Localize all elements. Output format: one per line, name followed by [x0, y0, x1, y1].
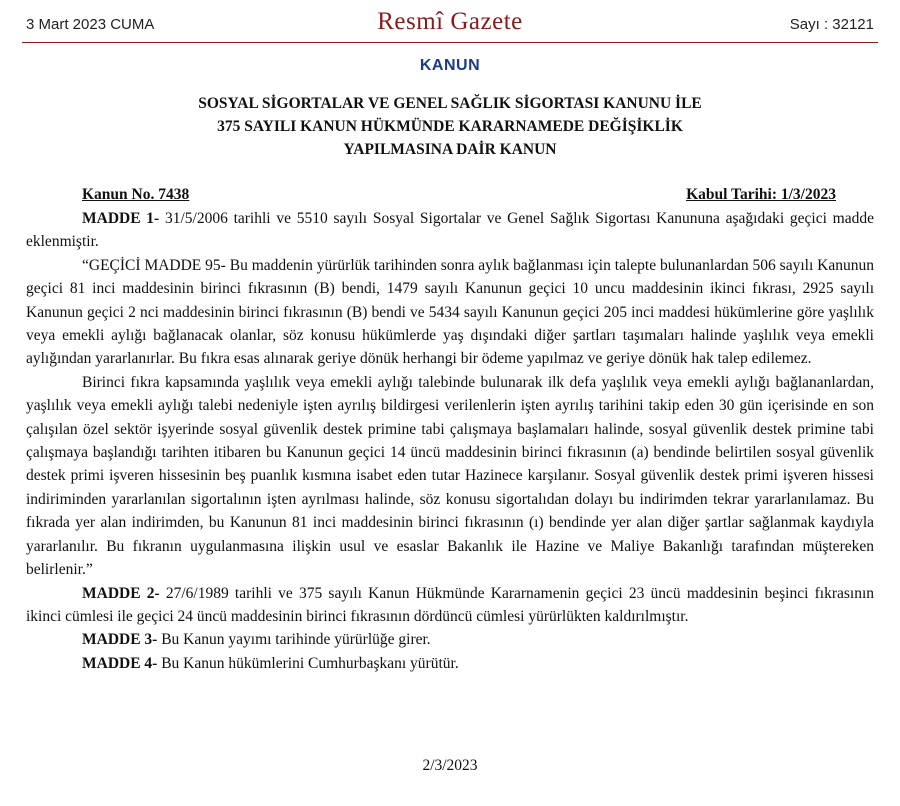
article-text: Bu Kanun hükümlerini Cumhurbaşkanı yürütür.	[157, 654, 459, 672]
law-body	[26, 207, 874, 675]
article-3	[26, 628, 874, 651]
article-4	[26, 652, 874, 675]
article-text: 27/6/1989 tarihli ve 375 sayılı Kanun Hükmünde Kararnamenin geçici 23 üncü maddesinin beşinci fıkrasının ikinci cümlesi ile geçici 24 üncü maddesinin birinci fıkrasının dördüncü cümlesi yürürlükten kaldırılmıştır.	[26, 584, 875, 625]
acceptance-date: Kabul Tarihi: 1/3/2023	[686, 186, 836, 203]
gazette-header	[0, 0, 900, 46]
provisional-article-paragraph: Birinci fıkra kapsamında yaşlılık veya emekli aylığı talebinde bulunarak ilk defa yaşlılık veya emekli aylığı bağlananlardan, yaşlılık veya emekli aylığı talebi nedeniyle işten ayrılış bildirgesi verilenlerin işten ayrılış tarihini takip eden 30 gün içerisinde en son çalışılan özel sektör işyerinde sosyal güvenlik destek primine tabi çalışmaya başlamaları halinde, sosyal güvenlik destek primine tabi çalışmaya başlandığı tarihten itibaren bu Kanunun geçici 14 üncü maddesinin birinci fıkrasının (a) bendinde belirtilen sosyal güvenlik destek primi işveren hissesinin beş puanlık kısmına isabet eden tutar Hazinece karşılanır. Sosyal güvenlik destek primi işveren hissesi indiriminden yararlanılan sigortalının işten ayrılması halinde, söz konusu sigortalıdan dolayı bu indirimden tekrar yararlanılamaz. Bu fıkrada yer alan indirimden, bu Kanunun 81 inci maddesinin birinci fıkrasının (ı) bendinde yer alan diğer şartlar sağlanmak kaydıyla yararlanılır. Bu fıkranın uygulanmasına ilişkin usul ve esaslar Bakanlık ile Hazine ve Maliye Bakanlığı tarafından müştereken belirlenir.”	[26, 373, 874, 579]
law-title-line: 375 SAYILI KANUN HÜKMÜNDE KARARNAMEDE DEĞİŞİKLİK	[217, 118, 683, 135]
article-label: MADDE 1-	[82, 210, 160, 227]
law-meta	[82, 186, 836, 206]
article-text: Bu Kanun yayımı tarihinde yürürlüğe girer.	[157, 631, 431, 649]
article-label: MADDE 3-	[82, 631, 158, 649]
article-1	[26, 207, 874, 254]
header-divider	[22, 42, 878, 43]
law-number: Kanun No. 7438	[82, 186, 190, 203]
signature-date: 2/3/2023	[422, 757, 478, 774]
article-2	[26, 582, 874, 629]
article-label: MADDE 4-	[82, 654, 158, 672]
publication-date: 3 Mart 2023 CUMA	[26, 16, 155, 33]
provisional-article-paragraph: “GEÇİCİ MADDE 95- Bu maddenin yürürlük tarihinden sonra aylık bağlanması için talepte bulunanlardan 506 sayılı Kanunun geçici 81 inci maddesinin birinci fıkrasının (B) bendi, 1479 sayılı Kanunun geçici 10 uncu maddesinin ikinci fıkrası, 2925 sayılı Kanunun geçici 2 nci maddesinin birinci fıkrasının (B) bendi ve 5434 sayılı Kanunun geçici 205 inci maddesi hükümlerine göre yaşlılık veya emekli aylığı bağlanacak olanlar, söz konusu hükümlerde yaş dışındaki diğer şartları taşımaları halinde yaşlılık veya emekli aylığından yararlanırlar. Bu fıkra esas alınarak geriye dönük herhangi bir ödeme yapılmaz ve geriye dönük hak talep edilemez.	[26, 256, 874, 368]
section-heading: KANUN	[419, 57, 481, 74]
gazette-name: Resmî Gazete	[377, 8, 523, 35]
article-text: 31/5/2006 tarihli ve 5510 sayılı Sosyal Sigortalar ve Genel Sağlık Sigortası Kanununa aşağıdaki geçici madde eklenmiştir.	[26, 210, 874, 251]
law-title-line: SOSYAL SİGORTALAR VE GENEL SAĞLIK SİGORTASI KANUNU İLE	[198, 95, 702, 112]
law-title-line: YAPILMASINA DAİR KANUN	[343, 141, 557, 158]
issue-number: Sayı : 32121	[789, 16, 874, 33]
law-title	[0, 92, 900, 161]
article-label: MADDE 2-	[82, 584, 160, 602]
